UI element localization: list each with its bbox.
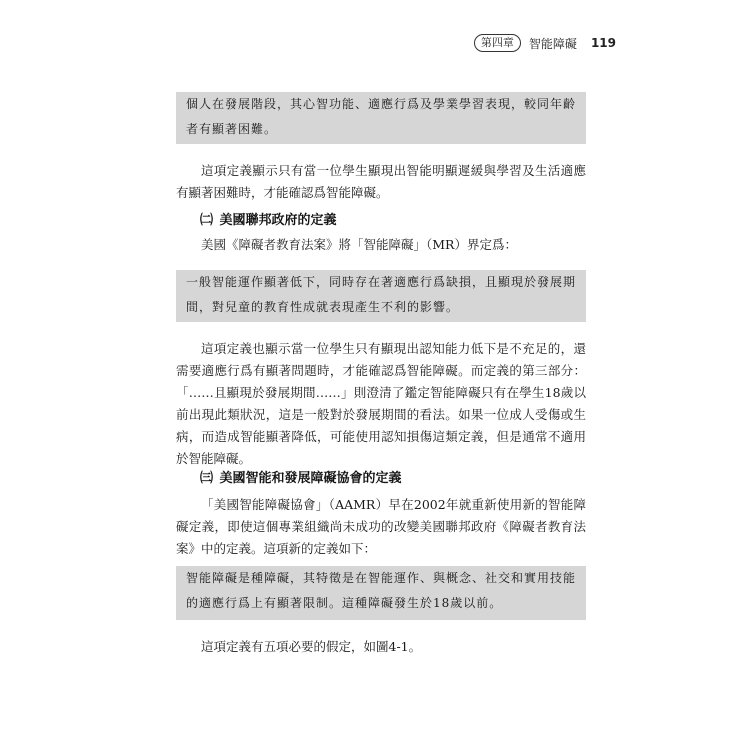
paragraph-4: 「美國智能障礙協會」（AAMR）早在2002年就重新使用新的智能障礙定義，即使這個專業組織尚未成功的改變美國聯邦政府《障礙者教育法案》中的定義。這項新的定義如下： <box>176 497 586 556</box>
paragraph-1: 這項定義顯示只有當一位學生顯現出智能明顯遲緩與學習及生活適應有顯著困難時，才能確認爲智能障礙。 <box>176 163 586 200</box>
chapter-title: 智能障礙 <box>528 36 577 51</box>
quote-box-2: 一般智能運作顯著低下，同時存在著適應行爲缺損，且顯現於發展期間，對兒童的教育性成就表現產生不利的影響。 <box>176 270 586 322</box>
quote-box-3: 智能障礙是種障礙，其特徵是在智能運作、與概念、社交和實用技能的適應行爲上有顯著限制。這種障礙發生於18歲以前。 <box>176 566 586 620</box>
chapter-badge: 第四章 <box>474 34 521 52</box>
section-number-2: ㈡ <box>200 213 214 228</box>
section-heading-3 <box>200 470 402 488</box>
section-number-3: ㈢ <box>200 471 214 486</box>
paragraph-5: 這項定義有五項必要的假定，如圖4-1。 <box>201 639 422 654</box>
running-header <box>474 34 616 52</box>
paragraph-3: 這項定義也顯示當一位學生只有顯現出認知能力低下是不充足的，還需要適應行爲有顯著問題時，才能確認爲智能障礙。而定義的第三部分：「……且顯現於發展期間……」則澄清了鑑定智能障礙只有在學生18歲以前出現此類狀況，這是一般對於發展期間的看法。如果一位成人受傷或生病，而造成智能顯著降低，可能使用認知損傷這類定義，但是通常不適用於智能障礙。 <box>176 341 586 466</box>
paragraph-2: 美國《障礙者教育法案》將「智能障礙」（MR）界定爲： <box>201 237 517 252</box>
section-title-2: 美國聯邦政府的定義 <box>219 213 337 228</box>
quote-box-1: 個人在發展階段，其心智功能、適應行爲及學業學習表現，較同年齡者有顯著困難。 <box>176 92 586 144</box>
section-title-3: 美國智能和發展障礙協會的定義 <box>219 471 402 486</box>
section-heading-2 <box>200 212 337 230</box>
page-number: 119 <box>590 36 616 50</box>
